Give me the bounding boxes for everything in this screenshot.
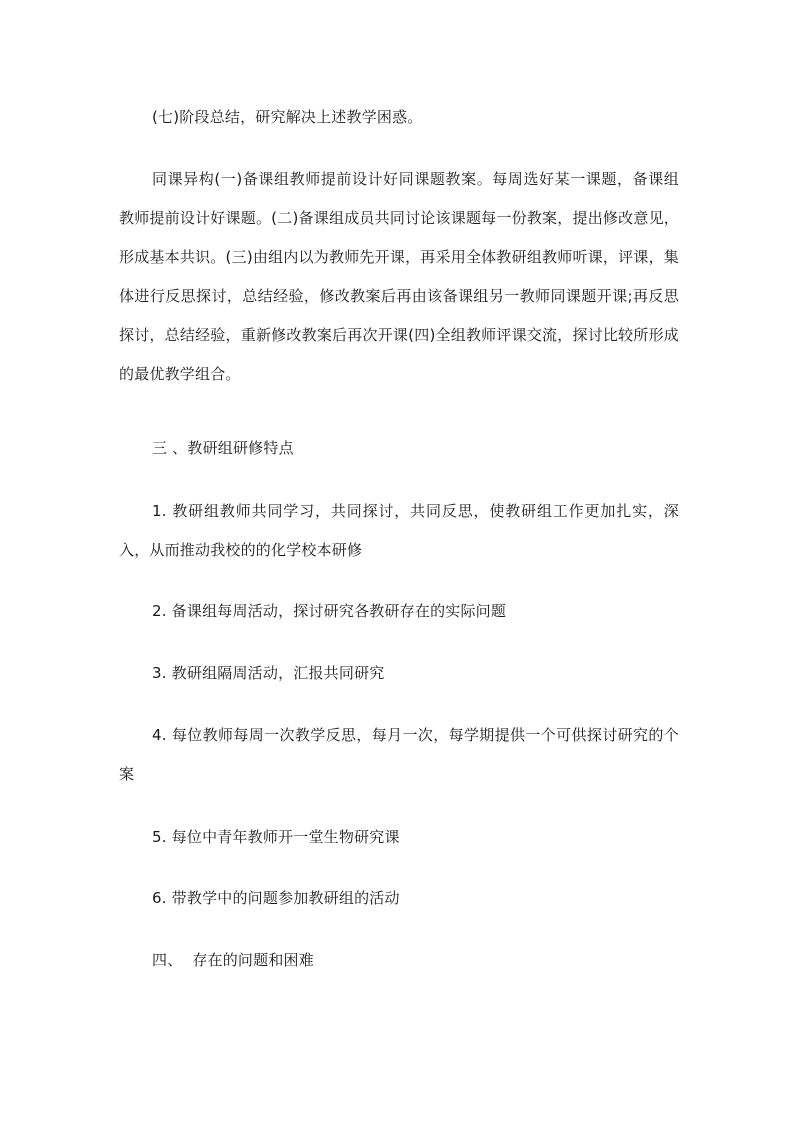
list-item-5: 5. 每位中青年教师开一堂生物研究课	[152, 828, 400, 846]
heading-section-three: 三 、教研组研修特点	[152, 439, 294, 457]
list-item-2: 2. 备课组每周活动，探讨研究各教研存在的实际问题	[152, 602, 507, 620]
paragraph-same-lesson-different-design: 同课异构(一)备课组教师提前设计好同课题教案。每周选好某一课题，备课组教师提前设计好课题。(二)备课组成员共同讨论该课题每一份教案，提出修改意见，形成基本共识。(三)由组内以为教师先开课，再采用全体教研组教师听课，评课，集体进行反思探讨，总结经验，修改教案后再由该备课组另一教师同课题开课;再反思探讨，总结经验，重新修改教案后再次开课(四)全组教师评课交流，探讨比较所形成的最优教学组合。	[119, 170, 679, 383]
list-item-6: 6. 带教学中的问题参加教研组的活动	[152, 889, 400, 907]
list-item-1: 1. 教研组教师共同学习，共同探讨，共同反思，使教研组工作更加扎实，深入，从而推动我校的的化学校本研修	[119, 502, 679, 559]
heading-section-four: 四、 存在的问题和困难	[152, 951, 314, 969]
paragraph-stage-summary: (七)阶段总结，研究解决上述教学困惑。	[152, 108, 423, 126]
list-item-4: 4. 每位教师每周一次教学反思，每月一次，每学期提供一个可供探讨研究的个案	[119, 726, 679, 783]
list-item-3: 3. 教研组隔周活动，汇报共同研究	[152, 664, 385, 682]
